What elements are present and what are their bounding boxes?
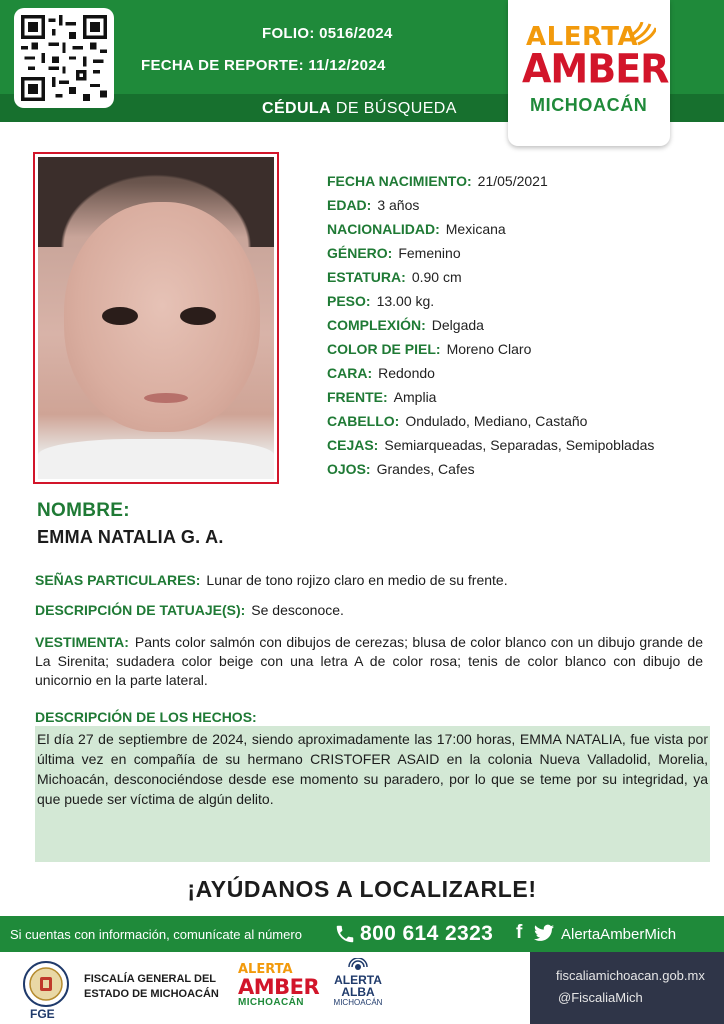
footer-alba-alba: ALBA: [341, 985, 375, 999]
physical-details-list: [327, 173, 654, 485]
detail-value: Delgada: [431, 317, 484, 333]
detail-row-hair: [327, 413, 654, 437]
detail-value: Amplia: [393, 389, 437, 405]
detail-label: EDAD:: [327, 197, 372, 213]
detail-value: Redondo: [378, 365, 435, 381]
phone-icon: [334, 923, 356, 945]
detail-row-nationality: [327, 221, 654, 245]
fge-name: [84, 972, 219, 1002]
photo-eye-left: [102, 307, 138, 325]
tattoo-description: [35, 601, 703, 620]
detail-row-weight: [327, 293, 654, 317]
alerta-amber-logo: [508, 0, 670, 146]
detail-value: Ondulado, Mediano, Castaño: [405, 413, 588, 429]
distinguishing-marks-label: SEÑAS PARTICULARES:: [35, 572, 201, 588]
missing-person-photo: [33, 152, 279, 484]
detail-row-age: [327, 197, 654, 221]
detail-label: FECHA NACIMIENTO:: [327, 173, 472, 189]
detail-label: FRENTE:: [327, 389, 388, 405]
folio-number: FOLIO: 0516/2024: [262, 25, 393, 42]
detail-row-eyes: [327, 461, 654, 485]
logo-amber-text: AMBER: [522, 45, 669, 93]
photo-mouth: [144, 393, 188, 403]
footer-web-box: [530, 952, 724, 1024]
distinguishing-marks: [35, 571, 703, 590]
events-description: El día 27 de septiembre de 2024, siendo aproximadamente las 17:00 horas, EMMA NATALIA, fue vista por última vez en compañía de su hermano CRISTOFER ASAID en la colonia Nueva Valladolid, Morelia, Michoacán, desconociéndose desde ese momento su paradero, por lo que se teme por su integridad, ya que puede ser víctima de algún delito.: [35, 726, 710, 862]
footer-amber-amber: AMBER: [238, 975, 320, 999]
photo-image: [38, 157, 274, 479]
detail-label: NACIONALIDAD:: [327, 221, 440, 237]
detail-row-gender: [327, 245, 654, 269]
clothing-description: [35, 633, 703, 690]
hotline-number[interactable]: 800 614 2323: [360, 922, 494, 945]
detail-label: COLOR DE PIEL:: [327, 341, 441, 357]
fge-short-label: FGE: [30, 1007, 55, 1021]
document-title-bold: CÉDULA: [262, 100, 332, 117]
website-link[interactable]: fiscaliamichoacan.gob.mx: [556, 968, 705, 983]
footer-logos: [0, 952, 724, 1024]
detail-value: Grandes, Cafes: [376, 461, 475, 477]
logo-alerta-text: ALERTA: [526, 22, 639, 52]
fge-emblem-icon: [20, 960, 72, 1012]
document-title-rest: DE BÚSQUEDA: [331, 100, 457, 117]
tattoo-value: Se desconoce.: [251, 602, 344, 618]
document-title: [262, 100, 457, 118]
fge-name-line1: FISCALÍA GENERAL DEL: [84, 973, 217, 985]
footer-amber-alerta: ALERTA: [238, 962, 293, 977]
detail-row-skin: [327, 341, 654, 365]
call-to-action-heading: ¡AYÚDANOS A LOCALIZARLE!: [187, 876, 537, 902]
footer-alba-alerta: ALERTA: [334, 973, 382, 987]
detail-row-height: [327, 269, 654, 293]
person-name: EMMA NATALIA G. A.: [37, 527, 224, 547]
detail-row-birthdate: [327, 173, 654, 197]
twitter-icon[interactable]: [534, 924, 554, 942]
detail-label: COMPLEXIÓN:: [327, 317, 426, 333]
detail-label: CABELLO:: [327, 413, 400, 429]
detail-label: CEJAS:: [327, 437, 379, 453]
detail-value: 21/05/2021: [477, 173, 548, 189]
footer-amber-logo: [238, 962, 318, 1008]
detail-value: 0.90 cm: [411, 269, 462, 285]
social-handle[interactable]: AlertaAmberMich: [561, 926, 677, 943]
footer-alba-region: MICHOACÁN: [333, 998, 383, 1007]
contact-info-text: Si cuentas con información, comunícate al número: [10, 927, 302, 942]
distinguishing-marks-value: Lunar de tono rojizo claro en medio de su frente.: [206, 572, 508, 588]
detail-row-eyebrows: [327, 437, 654, 461]
detail-label: OJOS:: [327, 461, 371, 477]
events-label: DESCRIPCIÓN DE LOS HECHOS:: [35, 709, 257, 725]
detail-label: CARA:: [327, 365, 373, 381]
detail-label: ESTATURA:: [327, 269, 406, 285]
facebook-icon[interactable]: f: [516, 922, 523, 943]
contact-bar: [0, 916, 724, 952]
twitter-handle-link[interactable]: @FiscaliaMich: [558, 990, 643, 1005]
clothing-value: Pants color salmón con dibujos de cerezas; blusa de color blanco con un dibujo grande de La Sirenita; sudadera color beige con una letra A de color rosa; tenis de color blanco con dibujo de unicornio en la parte lateral.: [35, 634, 703, 688]
photo-shirt: [38, 439, 274, 479]
qr-code[interactable]: [14, 8, 114, 108]
detail-value: 3 años: [377, 197, 420, 213]
detail-value: 13.00 kg.: [376, 293, 435, 309]
name-label: NOMBRE:: [37, 500, 130, 521]
detail-value: Moreno Claro: [446, 341, 532, 357]
detail-label: PESO:: [327, 293, 371, 309]
detail-row-build: [327, 317, 654, 341]
detail-value: Mexicana: [445, 221, 506, 237]
tattoo-label: DESCRIPCIÓN DE TATUAJE(S):: [35, 602, 246, 618]
detail-row-face: [327, 365, 654, 389]
detail-label: GÉNERO:: [327, 245, 393, 261]
detail-value: Semiarqueadas, Separadas, Semipobladas: [384, 437, 655, 453]
alba-signal-icon: [348, 958, 368, 974]
clothing-label: VESTIMENTA:: [35, 634, 129, 650]
detail-row-forehead: [327, 389, 654, 413]
footer-alba-logo: [332, 960, 384, 1007]
logo-region-text: MICHOACÁN: [530, 95, 648, 115]
report-date: FECHA DE REPORTE: 11/12/2024: [141, 57, 386, 74]
detail-value: Femenino: [398, 245, 461, 261]
qr-code-icon: [21, 15, 107, 101]
photo-eye-right: [180, 307, 216, 325]
fge-name-line2: ESTADO DE MICHOACÁN: [84, 988, 219, 1000]
footer-amber-region: MICHOACÁN: [238, 997, 304, 1008]
